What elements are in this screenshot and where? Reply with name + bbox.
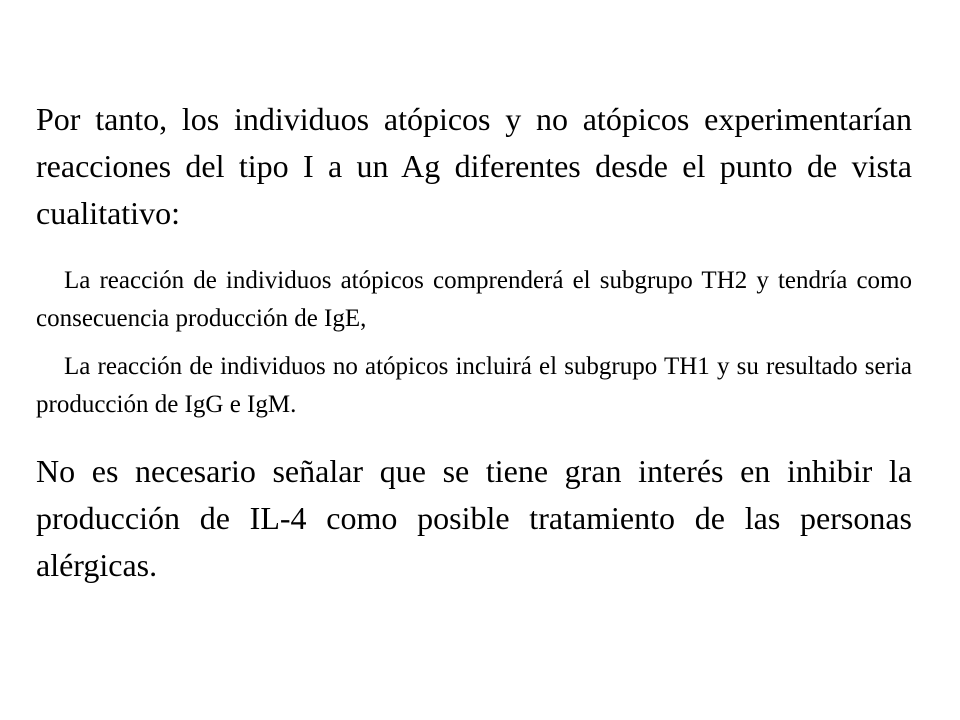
non-atopic-reaction-paragraph: La reacción de individuos no atópicos incluirá el subgrupo TH1 y su resultado seria producción de IgG e IgM. [36, 353, 912, 418]
slide-content [36, 96, 912, 589]
conclusion-paragraph: No es necesario señalar que se tiene gran interés en inhibir la producción de IL-4 como posible tratamiento de las personas alérgicas. [36, 453, 912, 583]
intro-paragraph: Por tanto, los individuos atópicos y no atópicos experimentarían reacciones del tipo I a un Ag diferentes desde el punto de vista cualitativo: [36, 101, 912, 231]
atopic-reaction-paragraph: La reacción de individuos atópicos comprenderá el subgrupo TH2 y tendría como consecuencia producción de IgE, [36, 267, 912, 332]
